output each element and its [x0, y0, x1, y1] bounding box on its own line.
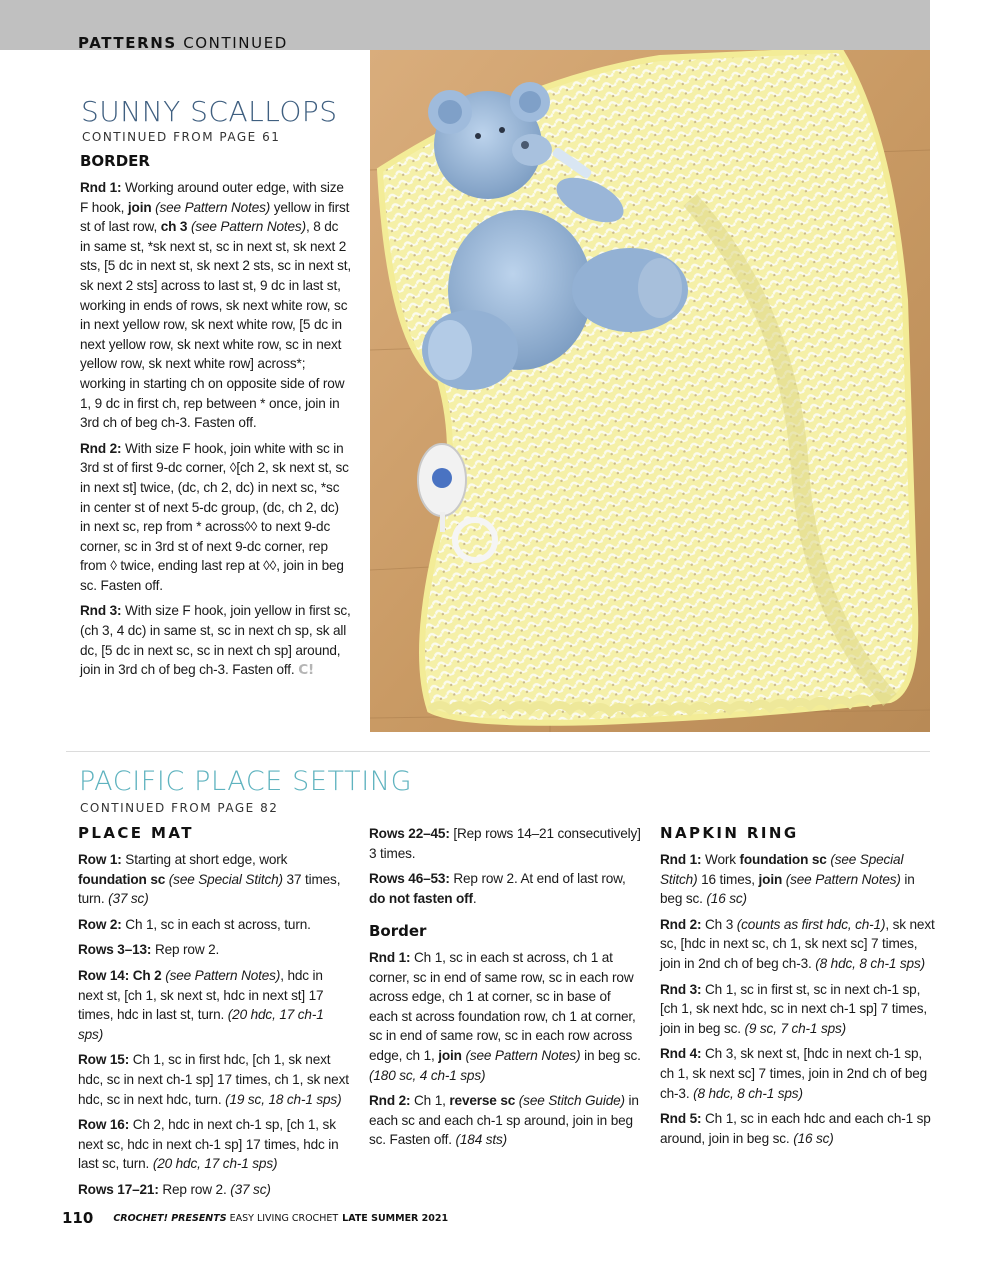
row-15	[78, 1050, 350, 1109]
stitch-count: (19 sc, 18 ch-1 sps)	[225, 1091, 342, 1107]
stitch-count: (20 hdc, 17 ch-1 sps)	[78, 1007, 324, 1042]
napkin-ring-heading: NAPKIN RING	[660, 824, 799, 842]
row-label: Row 1:	[78, 852, 122, 867]
row-label: Rows 3–13:	[78, 942, 152, 958]
term: foundation sc	[78, 871, 166, 887]
text: 37 times, turn.	[78, 871, 341, 907]
page-number: 110	[62, 1209, 94, 1227]
text: Ch 1, sc in first st, sc in next ch-1 sp, [ch 1, sk next hdc, sc in next ch-1 sp] 7 times, join in beg sc.	[660, 981, 928, 1036]
term: join	[127, 199, 152, 215]
napkin-ring-col	[660, 850, 935, 1154]
end-mark-icon: C!	[298, 662, 315, 679]
row-label: Row 15:	[78, 1052, 130, 1068]
text: Ch 3	[701, 916, 737, 932]
sunny-rnd-2	[80, 439, 352, 596]
blanket-photo	[370, 50, 930, 732]
rnd-label: Rnd 2:	[660, 916, 702, 932]
border-rnd-1	[369, 948, 641, 1085]
row-16	[78, 1115, 350, 1174]
page-footer	[62, 1210, 448, 1227]
note: (counts as first hdc, ch-1)	[736, 916, 886, 932]
rnd-label: Rnd 1:	[80, 180, 122, 195]
text: .	[472, 890, 477, 906]
section-header-light: CONTINUED	[183, 34, 288, 52]
pacific-place-setting-title: PACIFIC PLACE SETTING	[79, 766, 413, 797]
row-label: Rows 46–53:	[369, 871, 450, 887]
note: (see Pattern Notes)	[161, 967, 281, 983]
rnd-label: Rnd 1:	[660, 852, 702, 867]
place-mat-col-2	[369, 824, 641, 914]
border-col	[369, 948, 641, 1156]
nr-rnd-2	[660, 915, 935, 974]
row-1	[78, 850, 350, 909]
section-header-bold: PATTERNS	[78, 34, 177, 52]
rows-46-53	[369, 869, 641, 908]
rows-3-13	[78, 940, 350, 960]
term: foundation sc	[739, 852, 827, 867]
stitch-count: (8 hdc, 8 ch-1 sps)	[693, 1085, 803, 1101]
note: (see Pattern Notes)	[151, 199, 271, 215]
note: (see Pattern Notes)	[187, 219, 306, 235]
note: (see Special Stitch)	[165, 871, 283, 887]
nr-rnd-4	[660, 1044, 935, 1103]
nr-rnd-5	[660, 1109, 935, 1148]
text: 16 times,	[697, 871, 759, 887]
row-14	[78, 966, 350, 1044]
text: Ch 1, sc in each hdc and each ch-1 sp around, join in beg sc.	[660, 1111, 931, 1146]
text: in each sc and each ch-1 sp around, join in beg sc. Fasten off.	[369, 1093, 639, 1148]
rows-17-21	[78, 1180, 350, 1200]
place-mat-heading: PLACE MAT	[78, 824, 194, 842]
sunny-rnd-1	[80, 178, 352, 433]
text: Work	[701, 852, 740, 867]
text: Starting at short edge, work	[121, 852, 288, 867]
nr-rnd-3	[660, 980, 935, 1039]
stitch-count: (37 sc)	[108, 891, 149, 907]
stitch-count: (37 sc)	[230, 1181, 271, 1197]
stitch-count: (20 hdc, 17 ch-1 sps)	[152, 1156, 278, 1172]
row-label: Row 16:	[78, 1117, 130, 1133]
sunny-instructions	[80, 178, 352, 687]
text: in beg sc.	[580, 1047, 641, 1063]
stitch-count: (16 sc)	[793, 1130, 834, 1146]
term: do not fasten off	[369, 890, 473, 906]
rnd-label: Rnd 3:	[80, 603, 122, 619]
text: , 8 dc in same st, *sk next st, sc in next st, sk next 2 sts, [5 dc in next st, sk next 2 sts, sc in next st, sk next 2 sts] across to last st, 9 dc in last st, working in ends of rows, sk next white row, sc in next yellow row, sk next white row, [5 dc in next yellow row, sk next white row, sc in next yellow row, sk next white row] across*; working in starting ch on opposite side of row 1, 9 dc in first ch, rep between * once, join in 3rd ch of beg ch-3. Fasten off.	[80, 219, 351, 431]
rnd-label: Rnd 4:	[660, 1046, 702, 1062]
pacific-border-heading: Border	[369, 922, 427, 940]
text: , sk next sc, [hdc in next sc, ch 1, sk next sc] 7 times, join in 2nd ch of beg ch-3.	[660, 916, 935, 971]
text: Working around outer edge, with size F hook,	[80, 180, 344, 215]
row-label: Rows 17–21:	[78, 1181, 159, 1197]
rnd-label: Rnd 1:	[369, 950, 411, 965]
note: (see Pattern Notes)	[782, 871, 901, 887]
place-mat-col-1	[78, 850, 350, 1206]
text: With size F hook, join yellow in first sc, (ch 3, 4 dc) in same st, sc in next ch sp, sk all dc, [5 dc in next sc, sc in next ch sp] around, join in 3rd ch of beg ch-3. Fasten off.	[80, 603, 351, 678]
text: in beg sc.	[660, 871, 915, 907]
nr-rnd-1	[660, 850, 935, 909]
stitch-count: (8 hdc, 8 ch-1 sps)	[815, 955, 925, 971]
term: join	[438, 1047, 462, 1063]
row-label: Row 14: Ch 2	[78, 967, 162, 983]
term: reverse sc	[449, 1093, 516, 1109]
text: Rep row 2.	[151, 942, 220, 958]
sunny-continued-from: CONTINUED FROM PAGE 61	[82, 130, 281, 144]
term: join	[758, 871, 783, 887]
text: , hdc in next st, [ch 1, sk next st, hdc in next st] 17 times, hdc in last st, turn.	[78, 967, 324, 1023]
text: Ch 2, hdc in next ch-1 sp, [ch 1, sk next sc, hdc in next ch-1 sp] 17 times, hdc in last sc, turn.	[78, 1117, 339, 1172]
photo-illustration	[370, 50, 930, 732]
section-divider	[66, 751, 930, 752]
sunny-border-heading: BORDER	[80, 152, 150, 170]
stitch-count: (184 sts)	[455, 1132, 508, 1148]
text: yellow in first st of last row,	[80, 199, 350, 235]
sunny-rnd-3	[80, 601, 352, 680]
term: ch 3	[160, 219, 188, 235]
stitch-count: (16 sc)	[706, 891, 747, 907]
issue-date: LATE SUMMER 2021	[342, 1213, 449, 1224]
rnd-label: Rnd 5:	[660, 1111, 702, 1127]
stitch-count: (9 sc, 7 ch-1 sps)	[744, 1020, 847, 1036]
text: Ch 1, sc in each st across, ch 1 at corner, sc in end of same row, sc in each row across edge, ch 1 at corner, sc in base of each st across foundation row, ch 1 at corner, sc in end of same row, sc in each row across edge, ch 1,	[369, 950, 636, 1063]
note: (see Special Stitch)	[660, 852, 904, 887]
stitch-count: (180 sc, 4 ch-1 sps)	[369, 1067, 486, 1083]
note: (see Pattern Notes)	[461, 1047, 581, 1063]
text: Rep row 2.	[158, 1181, 231, 1197]
row-label: Rows 22–45:	[369, 826, 450, 841]
rnd-label: Rnd 3:	[660, 981, 702, 997]
text: Ch 1, sc in first hdc, [ch 1, sk next hdc, sc in next ch-1 sp] 17 times, ch 1, sk next hdc, sc in next hdc, turn.	[78, 1052, 349, 1107]
rnd-label: Rnd 2:	[80, 440, 122, 456]
row-2	[78, 915, 350, 935]
text: With size F hook, join white with sc in 3rd st of first 9-dc corner, ◊[ch 2, sk next st, sc in next st] twice, (dc, ch 2, dc) in next sc, *sc in center st of next 5-dc group, (dc, ch 2, dc) in next sc, rep from * across◊◊ to next 9-dc corner, sc in 3rd st of next 9-dc corner, rep from ◊ twice, ending last rep at ◊◊, join in beg sc. Fasten off.	[80, 440, 349, 593]
text: Ch 3, sk next st, [hdc in next ch-1 sp, ch 1, sk next sc] 7 times, join in 2nd ch of beg ch-3.	[660, 1046, 928, 1101]
text: Ch 1, sc in each st across, turn.	[121, 916, 311, 932]
publication-name: CROCHET! PRESENTS	[113, 1213, 227, 1224]
text: Rep row 2. At end of last row,	[449, 871, 626, 887]
row-label: Row 2:	[78, 916, 122, 932]
magazine-title: EASY LIVING CROCHET	[226, 1213, 339, 1224]
rnd-label: Rnd 2:	[369, 1093, 411, 1109]
rows-22-45	[369, 824, 641, 863]
text: Ch 1,	[410, 1093, 450, 1109]
section-header	[78, 34, 288, 52]
text: [Rep rows 14–21 consecutively] 3 times.	[369, 826, 641, 861]
border-rnd-2	[369, 1091, 641, 1150]
note: (see Stitch Guide)	[515, 1093, 625, 1109]
sunny-scallops-title: SUNNY SCALLOPS	[81, 95, 338, 128]
pacific-continued-from: CONTINUED FROM PAGE 82	[80, 801, 279, 815]
